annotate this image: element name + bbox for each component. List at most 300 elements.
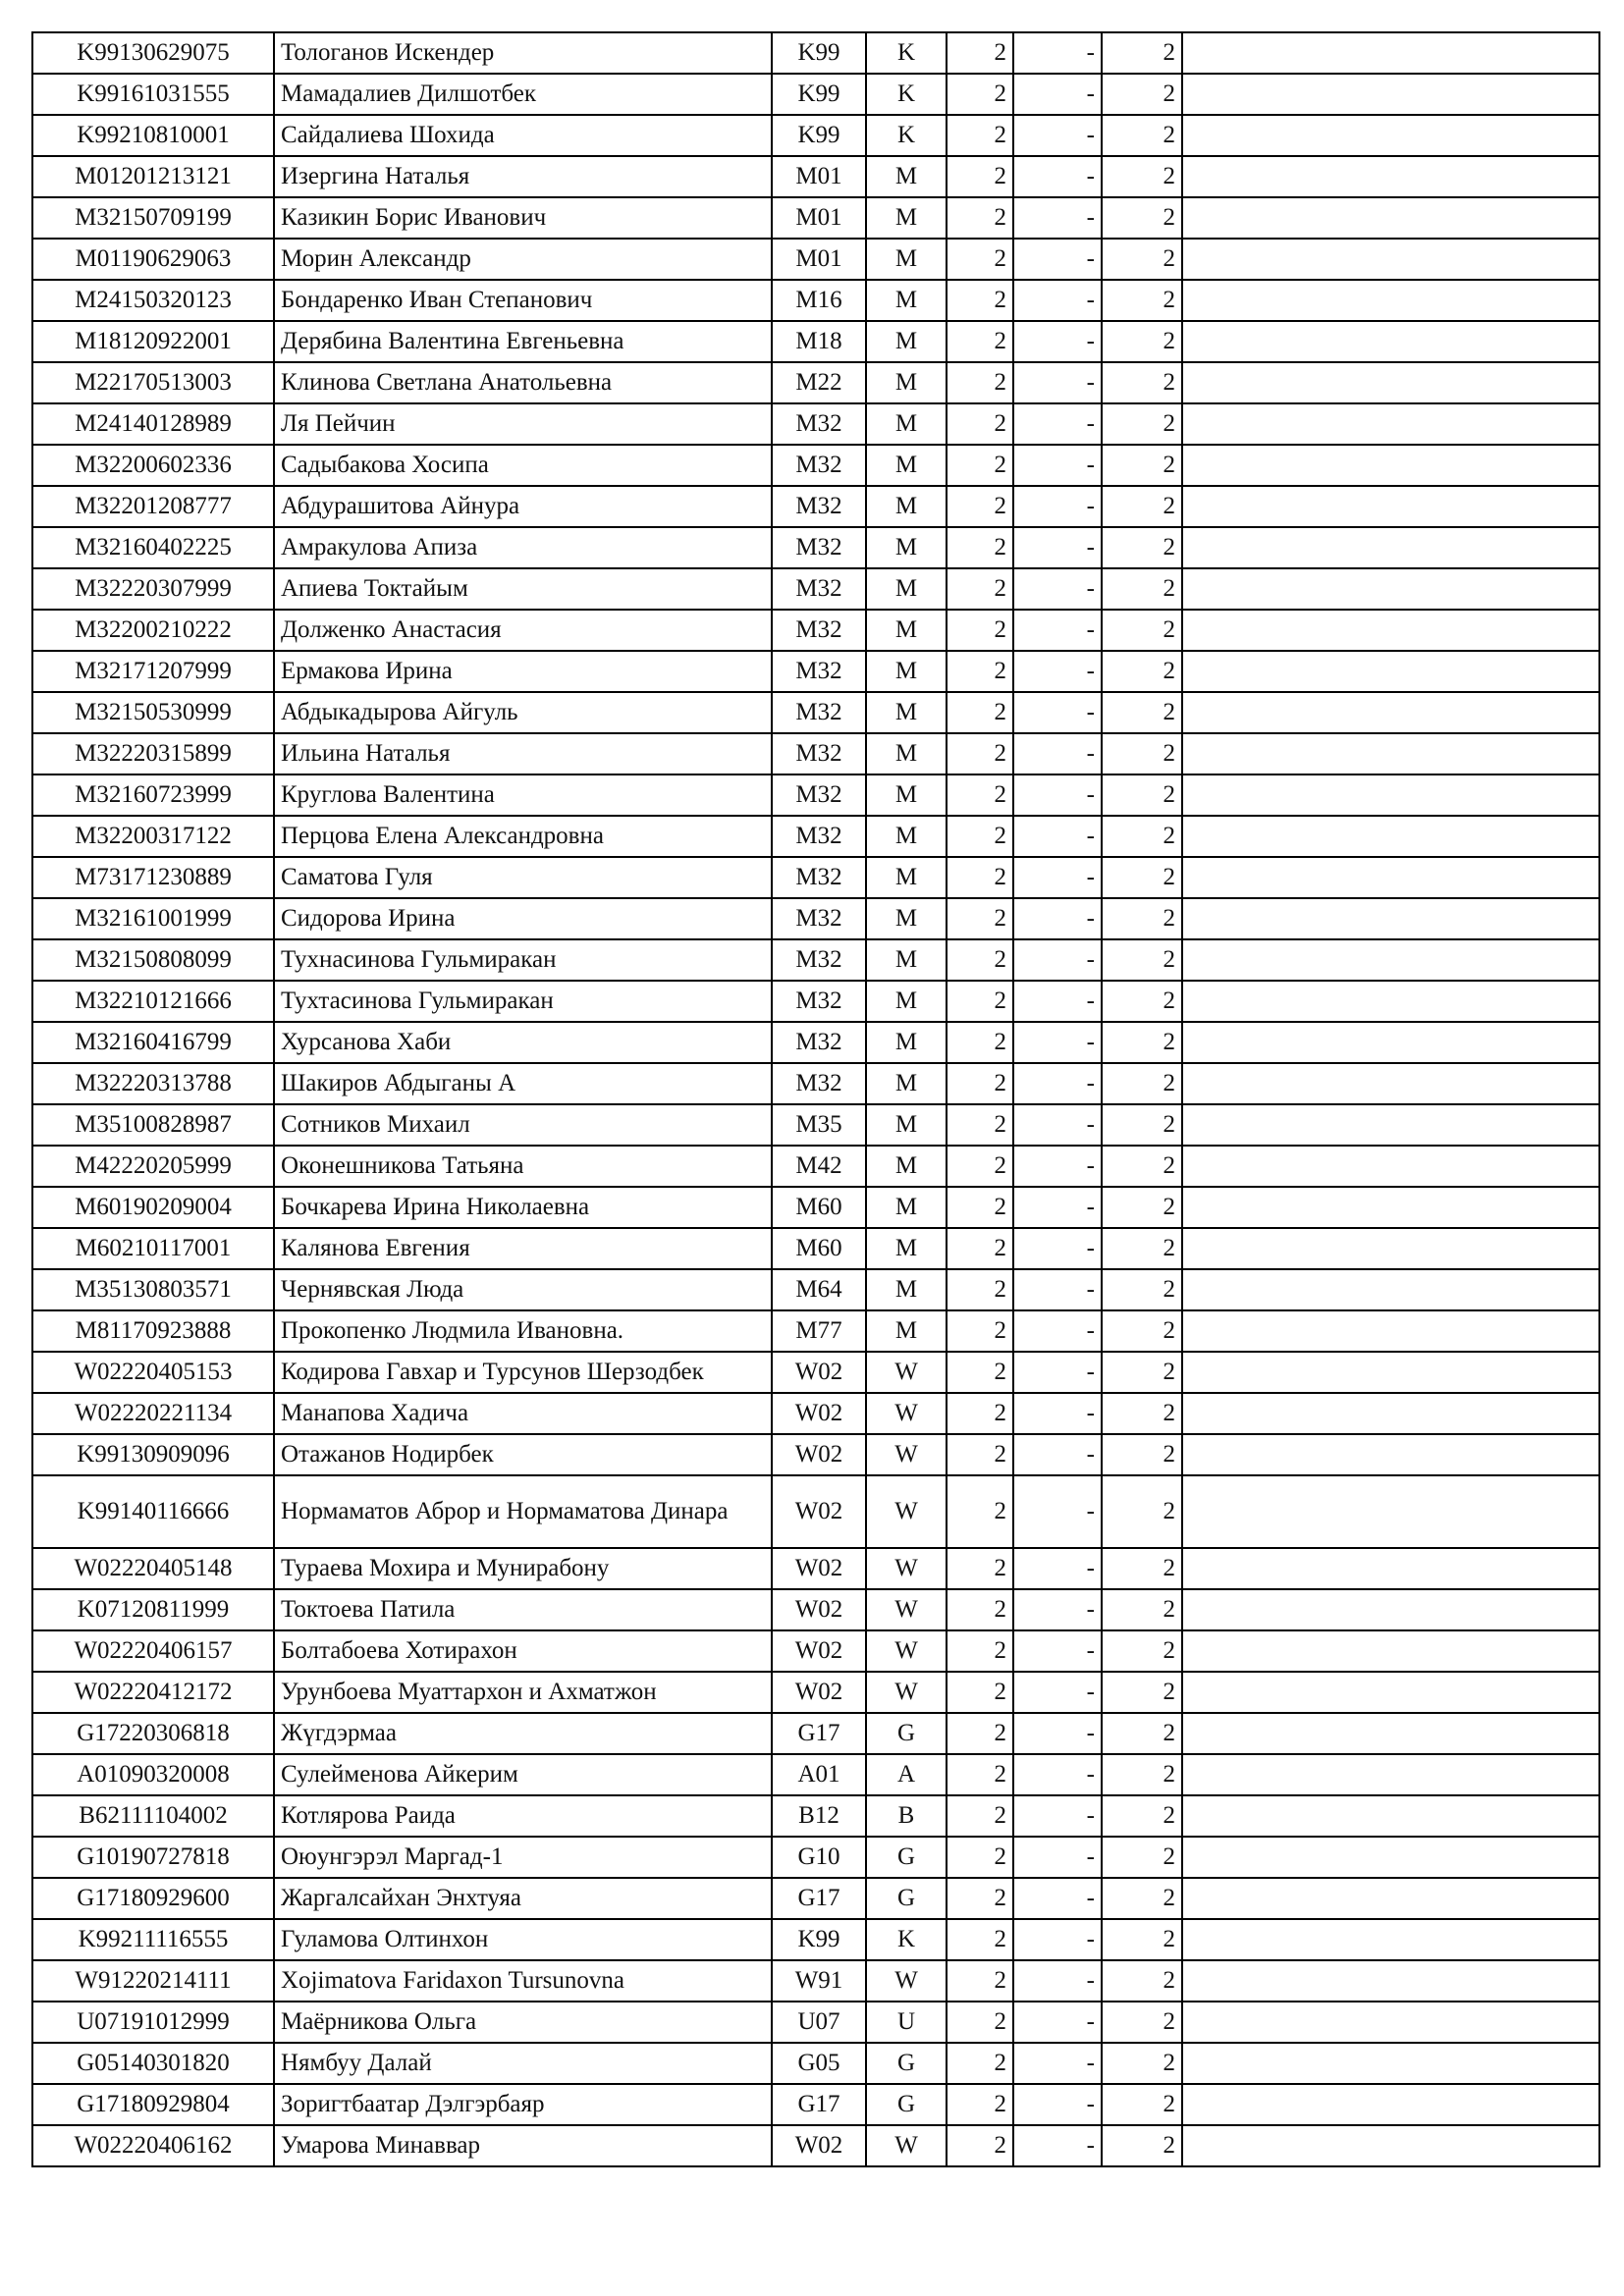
row-name: Жүгдэрмаа (274, 1713, 772, 1754)
row-letter: K (866, 115, 947, 156)
row-id: W02220406157 (32, 1630, 274, 1672)
row-code: M32 (772, 1063, 866, 1104)
row-dash: - (1013, 857, 1102, 898)
row-letter: G (866, 1837, 947, 1878)
row-code: G05 (772, 2043, 866, 2084)
table-row (32, 2043, 1599, 2084)
row-code: M32 (772, 1022, 866, 1063)
table-row (32, 2125, 1599, 2166)
row-code: M32 (772, 857, 866, 898)
row-name: Чернявская Люда (274, 1269, 772, 1310)
row-code: M32 (772, 651, 866, 692)
row-value-2: 2 (1102, 568, 1182, 610)
row-letter: W (866, 1672, 947, 1713)
row-name: Тухнасинова Гульмиракан (274, 939, 772, 981)
row-dash: - (1013, 1548, 1102, 1589)
row-letter: M (866, 156, 947, 197)
row-code: M16 (772, 280, 866, 321)
row-dash: - (1013, 1837, 1102, 1878)
row-value-2: 2 (1102, 981, 1182, 1022)
row-value-1: 2 (947, 1754, 1013, 1795)
row-empty-cell (1182, 1960, 1599, 2002)
row-dash: - (1013, 1960, 1102, 2002)
row-dash: - (1013, 816, 1102, 857)
row-id: W91220214111 (32, 1960, 274, 2002)
row-value-1: 2 (947, 445, 1013, 486)
row-value-2: 2 (1102, 1919, 1182, 1960)
row-name: Прокопенко Людмила Ивановна. (274, 1310, 772, 1352)
table-row (32, 280, 1599, 321)
row-name: Xojimatova Faridaxon Tursunovna (274, 1960, 772, 2002)
row-id: K99210810001 (32, 115, 274, 156)
row-letter: M (866, 1022, 947, 1063)
row-dash: - (1013, 527, 1102, 568)
row-empty-cell (1182, 651, 1599, 692)
row-empty-cell (1182, 403, 1599, 445)
row-value-1: 2 (947, 1104, 1013, 1146)
row-letter: W (866, 1960, 947, 2002)
row-value-2: 2 (1102, 816, 1182, 857)
row-letter: M (866, 1269, 947, 1310)
row-name: Апиева Токтайым (274, 568, 772, 610)
row-letter: W (866, 1434, 947, 1475)
document-page (31, 31, 1598, 2167)
row-empty-cell (1182, 1548, 1599, 1589)
row-id: M18120922001 (32, 321, 274, 362)
row-id: M32160416799 (32, 1022, 274, 1063)
row-code: W02 (772, 1475, 866, 1548)
row-value-2: 2 (1102, 1228, 1182, 1269)
row-letter: K (866, 74, 947, 115)
row-letter: M (866, 774, 947, 816)
row-empty-cell (1182, 1352, 1599, 1393)
row-empty-cell (1182, 527, 1599, 568)
row-value-2: 2 (1102, 1630, 1182, 1672)
row-name: Кодирова Гавхар и Турсунов Шерзодбек (274, 1352, 772, 1393)
row-dash: - (1013, 1919, 1102, 1960)
row-id: M60210117001 (32, 1228, 274, 1269)
row-dash: - (1013, 1878, 1102, 1919)
row-value-2: 2 (1102, 445, 1182, 486)
row-value-1: 2 (947, 692, 1013, 733)
row-dash: - (1013, 1589, 1102, 1630)
row-letter: G (866, 2084, 947, 2125)
row-code: M32 (772, 939, 866, 981)
row-id: M35100828987 (32, 1104, 274, 1146)
table-row (32, 610, 1599, 651)
table-row (32, 1310, 1599, 1352)
row-dash: - (1013, 1754, 1102, 1795)
row-letter: M (866, 610, 947, 651)
row-code: W02 (772, 1589, 866, 1630)
row-letter: U (866, 2002, 947, 2043)
row-empty-cell (1182, 774, 1599, 816)
row-value-2: 2 (1102, 1022, 1182, 1063)
row-code: W02 (772, 2125, 866, 2166)
row-value-1: 2 (947, 115, 1013, 156)
row-value-2: 2 (1102, 1475, 1182, 1548)
row-id: B62111104002 (32, 1795, 274, 1837)
row-dash: - (1013, 733, 1102, 774)
row-letter: K (866, 32, 947, 74)
row-empty-cell (1182, 1434, 1599, 1475)
row-letter: M (866, 568, 947, 610)
row-dash: - (1013, 1310, 1102, 1352)
row-id: M24140128989 (32, 403, 274, 445)
table-row (32, 2084, 1599, 2125)
row-dash: - (1013, 774, 1102, 816)
row-letter: W (866, 1352, 947, 1393)
row-code: M42 (772, 1146, 866, 1187)
table-row (32, 1919, 1599, 1960)
row-value-2: 2 (1102, 651, 1182, 692)
row-empty-cell (1182, 1713, 1599, 1754)
row-value-1: 2 (947, 1310, 1013, 1352)
row-id: M22170513003 (32, 362, 274, 403)
row-value-2: 2 (1102, 1837, 1182, 1878)
row-value-1: 2 (947, 362, 1013, 403)
row-code: M01 (772, 239, 866, 280)
row-name: Бондаренко Иван Степанович (274, 280, 772, 321)
row-name: Бочкарева Ирина Николаевна (274, 1187, 772, 1228)
row-empty-cell (1182, 568, 1599, 610)
row-name: Нямбуу Далай (274, 2043, 772, 2084)
row-letter: M (866, 692, 947, 733)
row-code: M01 (772, 156, 866, 197)
row-empty-cell (1182, 1878, 1599, 1919)
row-code: M64 (772, 1269, 866, 1310)
row-empty-cell (1182, 1795, 1599, 1837)
row-dash: - (1013, 280, 1102, 321)
data-table (31, 31, 1600, 2167)
row-letter: M (866, 857, 947, 898)
row-letter: K (866, 1919, 947, 1960)
row-value-2: 2 (1102, 2002, 1182, 2043)
row-empty-cell (1182, 1104, 1599, 1146)
row-letter: W (866, 1630, 947, 1672)
table-row (32, 733, 1599, 774)
row-letter: M (866, 280, 947, 321)
row-name: Жаргалсайхан Энхтуяа (274, 1878, 772, 1919)
table-row (32, 362, 1599, 403)
row-letter: M (866, 445, 947, 486)
row-name: Токтоева Патила (274, 1589, 772, 1630)
row-code: M60 (772, 1228, 866, 1269)
row-empty-cell (1182, 486, 1599, 527)
table-row (32, 2002, 1599, 2043)
row-value-1: 2 (947, 1475, 1013, 1548)
row-empty-cell (1182, 692, 1599, 733)
row-name: Абдыкадырова Айгуль (274, 692, 772, 733)
row-value-1: 2 (947, 156, 1013, 197)
row-name: Сотников Михаил (274, 1104, 772, 1146)
row-value-1: 2 (947, 280, 1013, 321)
row-code: M35 (772, 1104, 866, 1146)
row-name: Долженко Анастасия (274, 610, 772, 651)
row-letter: M (866, 486, 947, 527)
table-row (32, 898, 1599, 939)
row-letter: M (866, 1187, 947, 1228)
row-name: Отажанов Нодирбек (274, 1434, 772, 1475)
row-name: Маёрникова Ольга (274, 2002, 772, 2043)
table-row (32, 568, 1599, 610)
row-empty-cell (1182, 1589, 1599, 1630)
row-letter: W (866, 1589, 947, 1630)
row-empty-cell (1182, 1919, 1599, 1960)
row-letter: M (866, 898, 947, 939)
row-name: Садыбакова Хосипа (274, 445, 772, 486)
row-name: Зоригтбаатар Дэлгэрбаяр (274, 2084, 772, 2125)
row-letter: M (866, 239, 947, 280)
row-letter: M (866, 1228, 947, 1269)
row-dash: - (1013, 1434, 1102, 1475)
row-code: K99 (772, 32, 866, 74)
row-value-1: 2 (947, 1228, 1013, 1269)
row-value-2: 2 (1102, 403, 1182, 445)
row-code: M32 (772, 403, 866, 445)
row-value-1: 2 (947, 1672, 1013, 1713)
row-value-1: 2 (947, 1960, 1013, 2002)
row-dash: - (1013, 651, 1102, 692)
row-value-1: 2 (947, 1187, 1013, 1228)
row-dash: - (1013, 2084, 1102, 2125)
row-value-1: 2 (947, 1352, 1013, 1393)
row-name: Сулейменова Айкерим (274, 1754, 772, 1795)
table-row (32, 403, 1599, 445)
row-dash: - (1013, 981, 1102, 1022)
row-id: A01090320008 (32, 1754, 274, 1795)
row-empty-cell (1182, 321, 1599, 362)
row-letter: M (866, 939, 947, 981)
row-id: M32160723999 (32, 774, 274, 816)
table-row (32, 1187, 1599, 1228)
row-id: M32210121666 (32, 981, 274, 1022)
row-name: Сидорова Ирина (274, 898, 772, 939)
row-value-2: 2 (1102, 486, 1182, 527)
row-empty-cell (1182, 239, 1599, 280)
row-dash: - (1013, 568, 1102, 610)
row-id: M32201208777 (32, 486, 274, 527)
row-value-2: 2 (1102, 156, 1182, 197)
row-value-2: 2 (1102, 857, 1182, 898)
row-empty-cell (1182, 156, 1599, 197)
row-value-2: 2 (1102, 2084, 1182, 2125)
row-empty-cell (1182, 1187, 1599, 1228)
table-row (32, 1022, 1599, 1063)
row-id: M01201213121 (32, 156, 274, 197)
row-value-2: 2 (1102, 115, 1182, 156)
row-code: W02 (772, 1352, 866, 1393)
row-letter: G (866, 1878, 947, 1919)
row-value-1: 2 (947, 774, 1013, 816)
row-dash: - (1013, 1269, 1102, 1310)
row-id: G17180929804 (32, 2084, 274, 2125)
row-code: W02 (772, 1548, 866, 1589)
row-value-1: 2 (947, 1837, 1013, 1878)
row-value-1: 2 (947, 2125, 1013, 2166)
row-name: Тухтасинова Гульмиракан (274, 981, 772, 1022)
row-id: W02220405148 (32, 1548, 274, 1589)
row-value-1: 2 (947, 527, 1013, 568)
row-id: M32200210222 (32, 610, 274, 651)
row-value-2: 2 (1102, 1672, 1182, 1713)
row-empty-cell (1182, 445, 1599, 486)
row-value-1: 2 (947, 568, 1013, 610)
row-value-2: 2 (1102, 733, 1182, 774)
row-value-1: 2 (947, 1269, 1013, 1310)
row-letter: M (866, 1063, 947, 1104)
row-letter: G (866, 2043, 947, 2084)
row-letter: W (866, 1393, 947, 1434)
row-value-2: 2 (1102, 1754, 1182, 1795)
row-code: M32 (772, 733, 866, 774)
row-code: K99 (772, 74, 866, 115)
row-value-1: 2 (947, 651, 1013, 692)
row-name: Саматова Гуля (274, 857, 772, 898)
row-empty-cell (1182, 197, 1599, 239)
table-row (32, 486, 1599, 527)
table-row (32, 1063, 1599, 1104)
row-empty-cell (1182, 2125, 1599, 2166)
row-name: Манапова Хадича (274, 1393, 772, 1434)
row-value-2: 2 (1102, 1104, 1182, 1146)
row-value-2: 2 (1102, 2125, 1182, 2166)
row-empty-cell (1182, 1393, 1599, 1434)
row-empty-cell (1182, 74, 1599, 115)
row-id: M32161001999 (32, 898, 274, 939)
row-code: W02 (772, 1434, 866, 1475)
row-dash: - (1013, 2002, 1102, 2043)
row-letter: W (866, 2125, 947, 2166)
row-dash: - (1013, 1187, 1102, 1228)
table-row (32, 115, 1599, 156)
table-row (32, 1548, 1599, 1589)
row-id: W02220221134 (32, 1393, 274, 1434)
row-empty-cell (1182, 939, 1599, 981)
row-dash: - (1013, 321, 1102, 362)
row-empty-cell (1182, 1022, 1599, 1063)
row-value-1: 2 (947, 733, 1013, 774)
row-name: Амракулова Апиза (274, 527, 772, 568)
row-code: M32 (772, 981, 866, 1022)
row-empty-cell (1182, 981, 1599, 1022)
row-value-1: 2 (947, 939, 1013, 981)
row-code: M32 (772, 445, 866, 486)
row-value-1: 2 (947, 486, 1013, 527)
row-value-1: 2 (947, 1878, 1013, 1919)
row-id: M32200317122 (32, 816, 274, 857)
row-id: W02220405153 (32, 1352, 274, 1393)
row-name: Ермакова Ирина (274, 651, 772, 692)
row-name: Перцова Елена Александровна (274, 816, 772, 857)
row-name: Нормаматов Аброр и Нормаматова Динара (274, 1475, 772, 1548)
row-name: Оюунгэрэл Маргад-1 (274, 1837, 772, 1878)
row-id: K99140116666 (32, 1475, 274, 1548)
row-value-1: 2 (947, 2043, 1013, 2084)
row-dash: - (1013, 1393, 1102, 1434)
table-row (32, 1754, 1599, 1795)
row-id: M32171207999 (32, 651, 274, 692)
row-dash: - (1013, 1475, 1102, 1548)
row-letter: M (866, 403, 947, 445)
row-value-2: 2 (1102, 527, 1182, 568)
row-value-2: 2 (1102, 1960, 1182, 2002)
row-letter: M (866, 651, 947, 692)
row-empty-cell (1182, 898, 1599, 939)
table-row (32, 156, 1599, 197)
row-letter: G (866, 1713, 947, 1754)
row-letter: A (866, 1754, 947, 1795)
row-code: B12 (772, 1795, 866, 1837)
row-value-2: 2 (1102, 774, 1182, 816)
table-row (32, 1878, 1599, 1919)
row-value-2: 2 (1102, 692, 1182, 733)
row-id: M01190629063 (32, 239, 274, 280)
row-empty-cell (1182, 1630, 1599, 1672)
row-empty-cell (1182, 1228, 1599, 1269)
row-empty-cell (1182, 1672, 1599, 1713)
row-dash: - (1013, 898, 1102, 939)
row-id: M32150709199 (32, 197, 274, 239)
row-name: Гуламова Олтинхон (274, 1919, 772, 1960)
table-row (32, 692, 1599, 733)
row-value-2: 2 (1102, 610, 1182, 651)
row-code: M01 (772, 197, 866, 239)
row-dash: - (1013, 115, 1102, 156)
row-id: K99161031555 (32, 74, 274, 115)
row-id: G05140301820 (32, 2043, 274, 2084)
row-value-2: 2 (1102, 1434, 1182, 1475)
row-dash: - (1013, 1063, 1102, 1104)
row-value-2: 2 (1102, 321, 1182, 362)
row-empty-cell (1182, 1310, 1599, 1352)
row-value-1: 2 (947, 1795, 1013, 1837)
row-letter: M (866, 816, 947, 857)
row-dash: - (1013, 74, 1102, 115)
row-id: M32160402225 (32, 527, 274, 568)
row-letter: M (866, 362, 947, 403)
row-dash: - (1013, 1228, 1102, 1269)
row-value-1: 2 (947, 857, 1013, 898)
row-dash: - (1013, 486, 1102, 527)
row-dash: - (1013, 1795, 1102, 1837)
row-value-1: 2 (947, 610, 1013, 651)
row-name: Морин Александр (274, 239, 772, 280)
row-code: M32 (772, 486, 866, 527)
row-name: Урунбоева Муаттархон и Ахматжон (274, 1672, 772, 1713)
row-dash: - (1013, 1672, 1102, 1713)
row-id: M32150530999 (32, 692, 274, 733)
row-empty-cell (1182, 1475, 1599, 1548)
row-empty-cell (1182, 115, 1599, 156)
row-code: G17 (772, 2084, 866, 2125)
table-row (32, 1434, 1599, 1475)
row-name: Умарова Минаввар (274, 2125, 772, 2166)
row-value-2: 2 (1102, 197, 1182, 239)
row-id: M73171230889 (32, 857, 274, 898)
row-value-1: 2 (947, 32, 1013, 74)
row-value-2: 2 (1102, 74, 1182, 115)
table-row (32, 939, 1599, 981)
row-value-2: 2 (1102, 1393, 1182, 1434)
row-value-1: 2 (947, 1630, 1013, 1672)
row-name: Изергина Наталья (274, 156, 772, 197)
row-code: M32 (772, 568, 866, 610)
row-name: Круглова Валентина (274, 774, 772, 816)
row-empty-cell (1182, 1146, 1599, 1187)
row-empty-cell (1182, 1837, 1599, 1878)
row-value-2: 2 (1102, 280, 1182, 321)
